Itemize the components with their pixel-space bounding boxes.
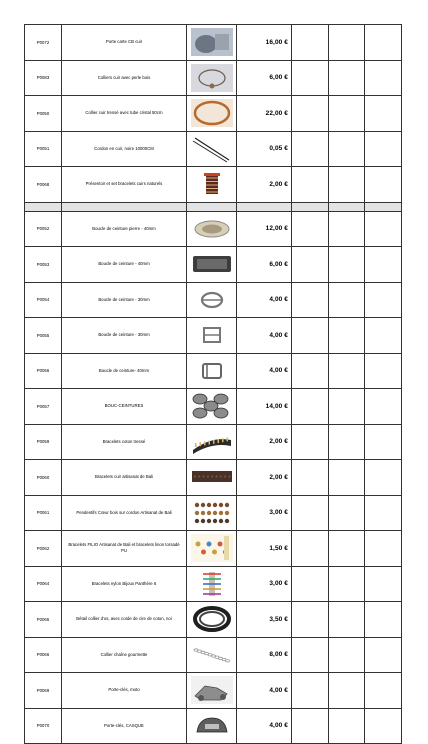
- empty-cell: [329, 567, 365, 602]
- empty-cell: [329, 167, 365, 202]
- product-ref: P0059: [25, 425, 62, 460]
- product-image-cell: [187, 673, 237, 708]
- empty-cell: [365, 673, 402, 708]
- empty-cell: [292, 212, 329, 247]
- empty-cell: [365, 167, 402, 202]
- empty-cell: [365, 602, 402, 637]
- product-description: Colliers cuir avec perle bois: [62, 61, 187, 96]
- product-description: Pendentifs Cœur bois sur cordon Artisanat de Bali: [62, 496, 187, 531]
- table-row: [25, 638, 402, 674]
- product-description: BOUC-CEINTURES: [62, 389, 187, 424]
- product-ref: P0056: [25, 354, 62, 389]
- product-image-cell: [187, 132, 237, 167]
- product-description: Bracelets coton tressé: [62, 425, 187, 460]
- product-ref: P0054: [25, 283, 62, 318]
- empty-cell: [292, 318, 329, 353]
- empty-cell: [365, 460, 402, 495]
- empty-cell: [329, 638, 365, 673]
- product-description: Boucle de ceinture- 40mm: [62, 354, 187, 389]
- product-ref: P0066: [25, 638, 62, 673]
- table-row: [25, 460, 402, 496]
- empty-cell: [292, 132, 329, 167]
- empty-cell: [292, 602, 329, 637]
- product-image-cell: [187, 167, 237, 202]
- empty-cell: [329, 212, 365, 247]
- product-ref: P0061: [25, 496, 62, 531]
- table-row: [25, 96, 402, 132]
- product-description: Bracelets FILIO Artisanat de Bali et bracelets linon torsadé PU: [62, 531, 187, 566]
- empty-cell: [329, 247, 365, 282]
- table-row: [25, 247, 402, 283]
- product-image-cell: [187, 638, 237, 673]
- nylon-bracelets-photo: [191, 570, 233, 598]
- product-description: Boucle de ceinture pierre - 40mm: [62, 212, 187, 247]
- product-description: Présentoir et set bracelets cuirs naturels: [62, 167, 187, 202]
- product-price: 16,00 €: [237, 25, 292, 60]
- product-description: Boucle de ceinture - 40mm: [62, 247, 187, 282]
- product-image-cell: [187, 389, 237, 424]
- product-image-cell: [187, 709, 237, 744]
- product-image-cell: [187, 567, 237, 602]
- product-ref: P0072: [25, 25, 62, 60]
- product-price: 0,05 €: [237, 132, 292, 167]
- keychain-helmet-photo: [191, 712, 233, 740]
- product-description: Bracelets nylon Bijoux Panthère 6: [62, 567, 187, 602]
- product-image-cell: [187, 61, 237, 96]
- product-description: Porte-clés, CASQUE: [62, 709, 187, 744]
- empty-cell: [365, 638, 402, 673]
- table-row: [25, 602, 402, 638]
- empty-cell: [365, 25, 402, 60]
- empty-cell: [365, 709, 402, 744]
- stone-buckle-photo: [191, 215, 233, 243]
- empty-cell: [292, 389, 329, 424]
- product-price: 6,00 €: [237, 247, 292, 282]
- product-price: 2,00 €: [237, 460, 292, 495]
- table-row: [25, 354, 402, 390]
- table-row: [25, 283, 402, 319]
- product-description: Cordon en cuir, noire 10000CM: [62, 132, 187, 167]
- product-image-cell: [187, 496, 237, 531]
- product-ref: P0057: [25, 389, 62, 424]
- empty-cell: [329, 25, 365, 60]
- empty-cell: [292, 354, 329, 389]
- braided-necklace-photo: [191, 99, 233, 127]
- empty-cell: [329, 318, 365, 353]
- cotton-bracelets-photo: [191, 428, 233, 456]
- empty-cell: [329, 96, 365, 131]
- empty-cell: [365, 567, 402, 602]
- table-row: [25, 389, 402, 425]
- empty-cell: [365, 132, 402, 167]
- empty-cell: [292, 567, 329, 602]
- product-image-cell: [187, 318, 237, 353]
- buckle-photo: [191, 250, 233, 278]
- product-description: Boucle de ceinture - 30mm: [62, 283, 187, 318]
- filio-bracelets-photo: [191, 534, 233, 562]
- empty-cell: [292, 96, 329, 131]
- product-image-cell: [187, 460, 237, 495]
- empty-cell: [292, 25, 329, 60]
- product-price: 3,50 €: [237, 602, 292, 637]
- product-ref: P0065: [25, 602, 62, 637]
- product-price: 6,00 €: [237, 61, 292, 96]
- empty-cell: [292, 531, 329, 566]
- product-price: 2,00 €: [237, 167, 292, 202]
- table-row: [25, 567, 402, 603]
- empty-cell: [365, 354, 402, 389]
- empty-cell: [329, 283, 365, 318]
- empty-cell: [329, 354, 365, 389]
- separator-cell: [365, 203, 402, 211]
- product-image-cell: [187, 96, 237, 131]
- empty-cell: [365, 318, 402, 353]
- display-stand-photo: [191, 170, 233, 198]
- table-row: [25, 25, 402, 61]
- product-price: 4,00 €: [237, 318, 292, 353]
- product-ref: P0069: [25, 673, 62, 708]
- product-price: 14,00 €: [237, 389, 292, 424]
- leather-bracelet-photo: [191, 463, 233, 491]
- empty-cell: [292, 283, 329, 318]
- cord-photo: [191, 135, 233, 163]
- product-image-cell: [187, 602, 237, 637]
- product-price: 3,00 €: [237, 567, 292, 602]
- empty-cell: [329, 61, 365, 96]
- empty-cell: [329, 460, 365, 495]
- product-description: Porte carte CB cuir: [62, 25, 187, 60]
- product-ref: P0062: [25, 531, 62, 566]
- empty-cell: [292, 638, 329, 673]
- empty-cell: [329, 602, 365, 637]
- square-buckle-photo: [191, 321, 233, 349]
- product-price: 3,00 €: [237, 496, 292, 531]
- product-price: 4,00 €: [237, 354, 292, 389]
- table-row: [25, 132, 402, 168]
- product-ref: P0051: [25, 132, 62, 167]
- table-row: [25, 318, 402, 354]
- bone-necklace-photo: [191, 605, 233, 633]
- empty-cell: [365, 531, 402, 566]
- product-description: Collier cuir tressé avec tube cristal 50cm: [62, 96, 187, 131]
- separator-cell: [25, 203, 62, 211]
- empty-cell: [365, 96, 402, 131]
- oval-buckle-photo: [191, 286, 233, 314]
- product-price: 4,00 €: [237, 673, 292, 708]
- product-ref: P0064: [25, 567, 62, 602]
- empty-cell: [365, 425, 402, 460]
- product-ref: P0068: [25, 167, 62, 202]
- empty-cell: [329, 496, 365, 531]
- empty-cell: [365, 389, 402, 424]
- separator-row: [25, 203, 402, 212]
- empty-cell: [292, 247, 329, 282]
- chain-photo: [191, 641, 233, 669]
- separator-cell: [62, 203, 187, 211]
- product-image-cell: [187, 354, 237, 389]
- table-row: [25, 531, 402, 567]
- product-price: 4,00 €: [237, 709, 292, 744]
- product-ref: P0060: [25, 460, 62, 495]
- empty-cell: [292, 460, 329, 495]
- empty-cell: [292, 167, 329, 202]
- empty-cell: [329, 389, 365, 424]
- product-price: 4,00 €: [237, 283, 292, 318]
- necklace-photo: [191, 64, 233, 92]
- product-image-cell: [187, 212, 237, 247]
- separator-cell: [187, 203, 237, 211]
- product-description: Porte-clés, moto: [62, 673, 187, 708]
- table-row: [25, 167, 402, 203]
- empty-cell: [365, 496, 402, 531]
- product-image-cell: [187, 247, 237, 282]
- product-price: 8,00 €: [237, 638, 292, 673]
- product-ref: P0050: [25, 96, 62, 131]
- product-ref: P0052: [25, 212, 62, 247]
- product-price: 22,00 €: [237, 96, 292, 131]
- pendants-photo: [191, 499, 233, 527]
- product-table: [24, 24, 402, 744]
- product-description: Bétail collier d'os, avec corde de cire de coton, noi: [62, 602, 187, 637]
- empty-cell: [329, 425, 365, 460]
- empty-cell: [292, 425, 329, 460]
- product-image-cell: [187, 283, 237, 318]
- product-image-cell: [187, 25, 237, 60]
- empty-cell: [292, 673, 329, 708]
- product-price: 12,00 €: [237, 212, 292, 247]
- table-row: [25, 673, 402, 709]
- empty-cell: [292, 709, 329, 744]
- separator-cell: [237, 203, 292, 211]
- table-row: [25, 496, 402, 532]
- separator-cell: [329, 203, 365, 211]
- card-holder-photo: [191, 28, 233, 56]
- buckles-set-photo: [191, 392, 233, 420]
- empty-cell: [329, 709, 365, 744]
- empty-cell: [329, 531, 365, 566]
- keychain-moto-photo: [191, 676, 233, 704]
- product-price: 1,50 €: [237, 531, 292, 566]
- empty-cell: [365, 283, 402, 318]
- product-price: 2,00 €: [237, 425, 292, 460]
- table-row: [25, 709, 402, 744]
- product-description: Collier chaîne gourmette: [62, 638, 187, 673]
- table-row: [25, 212, 402, 248]
- product-description: Bracelets cuir artisanat de Bali: [62, 460, 187, 495]
- empty-cell: [329, 132, 365, 167]
- product-description: Boucle de ceinture - 30mm: [62, 318, 187, 353]
- product-ref: P0053: [25, 247, 62, 282]
- empty-cell: [292, 496, 329, 531]
- product-ref: P0070: [25, 709, 62, 744]
- product-image-cell: [187, 531, 237, 566]
- product-image-cell: [187, 425, 237, 460]
- table-row: [25, 61, 402, 97]
- empty-cell: [365, 247, 402, 282]
- empty-cell: [365, 212, 402, 247]
- rect-buckle-photo: [191, 357, 233, 385]
- product-ref: P0055: [25, 318, 62, 353]
- table-row: [25, 425, 402, 461]
- empty-cell: [292, 61, 329, 96]
- product-ref: P0083: [25, 61, 62, 96]
- empty-cell: [329, 673, 365, 708]
- empty-cell: [365, 61, 402, 96]
- separator-cell: [292, 203, 329, 211]
